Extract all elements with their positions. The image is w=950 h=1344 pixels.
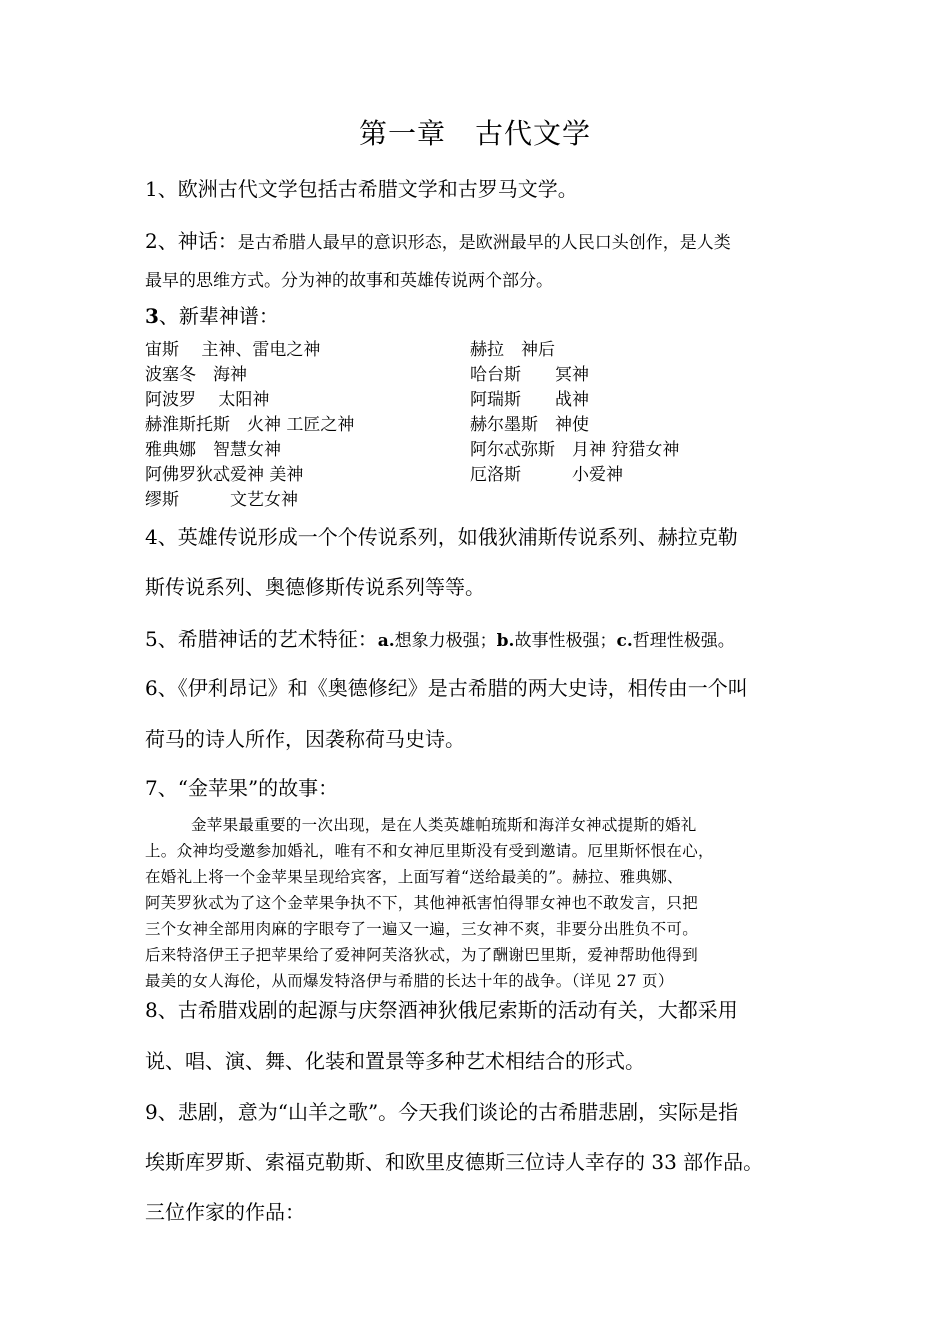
item-9-line-1: 9、悲剧，意为“山羊之歌”。今天我们谈论的古希腊悲剧，实际是指 xyxy=(145,1100,739,1124)
item-8-line-2: 说、唱、演、舞、化装和置景等多种艺术相结合的形式。 xyxy=(145,1049,645,1073)
item-6-line-2: 荷马的诗人所作，因袭称荷马史诗。 xyxy=(145,727,465,751)
story-line: 在婚礼上将一个金苹果呈现给宾客，上面写着“送给最美的”。赫拉、雅典娜、 xyxy=(145,868,683,886)
item-5-a-marker: a. xyxy=(377,631,395,651)
story-line: 三个女神全部用肉麻的字眼夸了一遍又一遍，三女神不爽，非要分出胜负不可。 xyxy=(145,920,699,938)
item-2-body-2: 最早的思维方式。分为神的故事和英雄传说两个部分。 xyxy=(145,271,553,291)
item-4-line-1: 4、英雄传说形成一个个传说系列，如俄狄浦斯传说系列、赫拉克勒 xyxy=(145,525,738,549)
gods-row xyxy=(145,438,825,463)
item-9-line-3: 三位作家的作品： xyxy=(145,1200,305,1224)
story-line: 后来特洛伊王子把苹果给了爱神阿芙洛狄忒，为了酬谢巴里斯，爱神帮助他得到 xyxy=(145,946,699,964)
god-left: 雅典娜 智慧女神 xyxy=(145,440,281,460)
god-right: 赫尔墨斯 神使 xyxy=(470,415,589,435)
gods-row xyxy=(145,488,825,513)
god-right: 厄洛斯 小爱神 xyxy=(470,465,623,485)
gods-row xyxy=(145,388,825,413)
story-line: 金苹果最重要的一次出现，是在人类英雄帕琉斯和海洋女神忒提斯的婚礼 xyxy=(191,816,697,834)
god-left: 阿佛罗狄忒爱神 美神 xyxy=(145,465,304,485)
item-1: 1、欧洲古代文学包括古希腊文学和古罗马文学。 xyxy=(145,177,578,201)
god-right: 哈台斯 冥神 xyxy=(470,365,589,385)
god-right: 阿尔忒弥斯 月神 狩猎女神 xyxy=(470,440,680,460)
story-line: 最美的女人海伦，从而爆发特洛伊与希腊的长达十年的战争。（详见 27 页） xyxy=(145,972,674,990)
story-line: 上。众神均受邀参加婚礼，唯有不和女神厄里斯没有受到邀请。厄里斯怀恨在心， xyxy=(145,842,714,860)
golden-apple-story xyxy=(145,812,807,994)
item-5-a-text: 想象力极强； xyxy=(394,631,497,651)
story-line: 阿芙罗狄忒为了这个金苹果争执不下，其他神祇害怕得罪女神也不敢发言，只把 xyxy=(145,894,699,912)
item-7: 7、“金苹果”的故事： xyxy=(145,776,339,800)
gods-row xyxy=(145,363,825,388)
god-right: 阿瑞斯 战神 xyxy=(470,390,589,410)
god-right: 赫拉 神后 xyxy=(470,340,555,360)
item-3-number: 3 xyxy=(145,304,159,328)
gods-row xyxy=(145,463,825,488)
gods-table xyxy=(145,338,825,513)
gods-row xyxy=(145,338,825,363)
god-left: 波塞冬 海神 xyxy=(145,365,247,385)
item-5-b-marker: b. xyxy=(496,631,515,651)
item-5-heading: 5、希腊神话的艺术特征： xyxy=(145,627,378,651)
god-left: 赫淮斯托斯 火神 工匠之神 xyxy=(145,415,355,435)
item-9-line-2: 埃斯库罗斯、索福克勒斯、和欧里皮德斯三位诗人幸存的 33 部作品。 xyxy=(145,1150,764,1174)
item-2-heading: 2、神话： xyxy=(145,229,238,253)
item-2-line-1 xyxy=(145,225,731,254)
item-5-b-text: 故事性极强； xyxy=(514,631,617,651)
god-left: 宙斯 主神、雷电之神 xyxy=(145,340,321,360)
god-left: 缪斯 文艺女神 xyxy=(145,490,298,510)
item-5-c-marker: c. xyxy=(616,631,633,651)
item-5-c-text: 哲理性极强。 xyxy=(632,631,735,651)
page-title: 第一章 古代文学 xyxy=(358,117,591,150)
item-8-line-1: 8、古希腊戏剧的起源与庆祭酒神狄俄尼索斯的活动有关，大都采用 xyxy=(145,998,738,1022)
gods-row xyxy=(145,413,825,438)
item-3-text: 、新辈神谱： xyxy=(158,304,279,328)
item-3-heading xyxy=(145,300,279,329)
god-left: 阿波罗 太阳神 xyxy=(145,390,270,410)
item-4-line-2: 斯传说系列、奥德修斯传说系列等等。 xyxy=(145,575,485,599)
item-5 xyxy=(145,623,735,652)
item-2-body-1: 是古希腊人最早的意识形态，是欧洲最早的人民口头创作，是人类 xyxy=(237,233,731,253)
item-6-line-1: 6、《伊利昂记》和《奥德修纪》是古希腊的两大史诗，相传由一个叫 xyxy=(145,676,748,700)
